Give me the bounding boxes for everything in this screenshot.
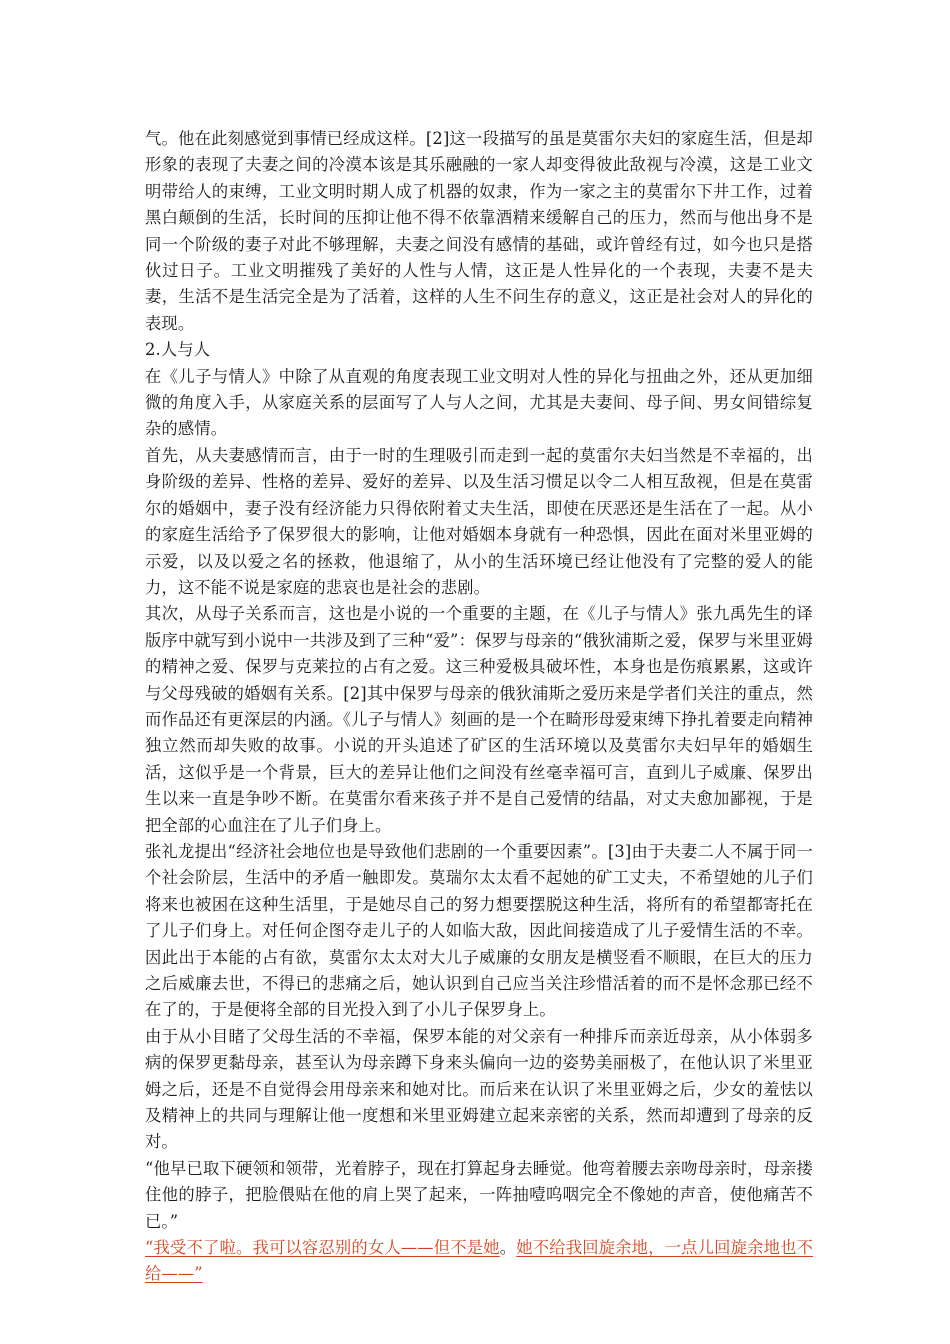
paragraph-mother-son-relationship: 其次，从母子关系而言，这也是小说的一个重要的主题，在《儿子与情人》张九禹先生的译版序中就写到小说中一共涉及到了三种“爱”：保罗与母亲的“俄狄浦斯之爱，保罗与米里亚姆的精神之爱、保罗与克莱拉的占有之爱。这三种爱极具破坏性，本身也是伤痕累累，这或许与父母残破的婚姻有关系。[2]其中保罗与母亲的俄狄浦斯之爱历来是学者们关注的重点，然而作品还有更深层的内涵。《儿子与情人》刻画的是一个在畸形母爱束缚下挣扎着要走向精神独立然而却失败的故事。小说的开头追述了矿区的生活环境以及莫雷尔夫妇早年的婚姻生活，这似乎是一个背景，巨大的差异让他们之间没有丝毫幸福可言，直到儿子威廉、保罗出生以来一直是争吵不断。在莫雷尔看来孩子并不是自己爱情的结晶，对丈夫愈加鄙视，于是把全部的心血注在了儿子们身上。: [145, 604, 813, 835]
document-body: [145, 126, 813, 1288]
quote-paul-mother: “他早已取下硬领和领带，光着脖子，现在打算起身去睡觉。他弯着腰去亲吻母亲时，母亲搂住他的脖子，把脸偎贴在他的肩上哭了起来，一阵抽噎呜咽完全不像她的声音，使他痛苦不已。”: [145, 1158, 813, 1231]
quote-final-highlighted: [145, 1235, 813, 1288]
section-heading-person-to-person: 2.人与人: [145, 340, 211, 360]
paragraph-economic-status: 张礼龙提出“经济社会地位也是导致他们悲剧的一个重要因素”。[3]由于夫妻二人不属于同一个社会阶层，生活中的矛盾一触即发。莫瑞尔太太看不起她的矿工丈夫，不希望她的儿子们将来也被困在这种生活里，于是她尽自己的努力想要摆脱这种生活，将所有的希望都寄托在了儿子们身上。对任何企图夺走儿子的人如临大敌，因此间接造成了儿子爱情生活的不幸。因此出于本能的占有欲，莫雷尔太太对大儿子威廉的女朋友是横竖看不顺眼，在巨大的压力之后威廉去世，不得已的悲痛之后，她认识到自己应当关注珍惜活着的而不是怀念那已经不在了的，于是便将全部的目光投入到了小儿子保罗身上。: [145, 841, 813, 1020]
quote-highlight-part2: 她不给我回旋余地，一点儿回旋余地也不给——”: [145, 1238, 813, 1284]
quote-separator: 。: [499, 1238, 517, 1258]
quote-highlight-part1: “我受不了啦。我可以容忍别的女人——但不是她: [145, 1238, 500, 1258]
paragraph-marital-relationship: 首先，从夫妻感情而言，由于一时的生理吸引而走到一起的莫雷尔夫妇当然是不幸福的，出身阶级的差异、性格的差异、爱好的差异、以及生活习惯足以令二人相互敌视，但是在莫雷尔的婚姻中，妻子没有经济能力只得依附着丈夫生活，即使在厌恶还是生活在了一起。从小的家庭生活给予了保罗很大的影响，让他对婚姻本身就有一种恐惧，因此在面对米里亚姆的示爱，以及以爱之名的拯救，他退缩了，从小的生活环境已经让他没有了完整的爱人的能力，这不能不说是家庭的悲哀也是社会的悲剧。: [145, 445, 813, 597]
paragraph-intro-relationships: 在《儿子与情人》中除了从直观的角度表现工业文明对人性的异化与扭曲之外，还从更加细微的角度入手，从家庭关系的层面写了人与人之间，尤其是夫妻间、母子间、男女间错综复杂的感情。: [145, 366, 813, 439]
paragraph-worker-alienation: 气。他在此刻感觉到事情已经成这样。[2]这一段描写的虽是莫雷尔夫妇的家庭生活，但是却形象的表现了夫妻之间的冷漠本该是其乐融融的一家人却变得彼此敌视与冷漠，这是工业文明带给人的束缚，工业文明时期人成了机器的奴隶，作为一家之主的莫雷尔下井工作，过着黑白颠倒的生活，长时间的压抑让他不得不依靠酒精来缓解自己的压力，然而与他出身不是同一个阶级的妻子对此不够理解，夫妻之间没有感情的基础，或许曾经有过，如今也只是搭伙过日子。工业文明摧残了美好的人性与人情，这正是人性异化的一个表现，夫妻不是夫妻，生活不是生活完全是为了活着，这样的人生不问生存的意义，这正是社会对人的异化的表现。: [145, 129, 813, 333]
paragraph-paul-childhood: 由于从小目睹了父母生活的不幸福，保罗本能的对父亲有一种排斥而亲近母亲，从小体弱多病的保罗更黏母亲，甚至认为母亲蹲下身来头偏向一边的姿势美丽极了，在他认识了米里亚姆之后，还是不自觉得会用母亲来和她对比。而后来在认识了米里亚姆之后，少女的羞怯以及精神上的共同与理解让他一度想和米里亚姆建立起来亲密的关系，然而却遭到了母亲的反对。: [145, 1026, 813, 1152]
